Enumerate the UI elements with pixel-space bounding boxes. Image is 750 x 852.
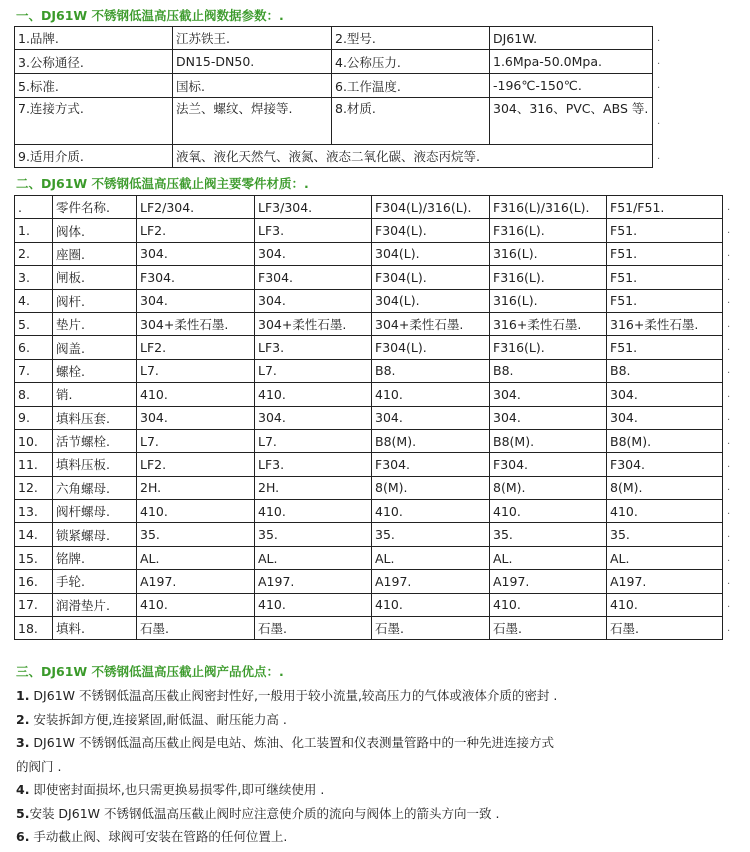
trail-mark: .: [727, 599, 731, 611]
material-cell: A197.: [137, 570, 255, 593]
params-table: [14, 26, 665, 168]
material-cell: 8(M).: [372, 476, 490, 499]
material-cell: L7.: [137, 429, 255, 452]
trail-mark: .: [727, 482, 731, 494]
part-name: 填料压板.: [53, 453, 137, 476]
material-cell: A197.: [607, 570, 723, 593]
part-name: 锁紧螺母.: [53, 523, 137, 546]
part-name: 螺栓.: [53, 359, 137, 382]
advantage-text: DJ61W 不锈钢低温高压截止阀密封性好,一般用于较小流量,较高压力的气体或液体介质的密封 .: [29, 688, 558, 703]
row-number: 2.: [15, 242, 53, 265]
material-cell: B8(M).: [490, 429, 607, 452]
row-number: 3.: [15, 266, 53, 289]
material-cell: 410.: [255, 383, 372, 406]
param-value: -196℃-150℃.: [490, 74, 653, 98]
row-number: 15.: [15, 546, 53, 569]
material-cell: 石墨.: [137, 617, 255, 640]
material-cell: L7.: [137, 359, 255, 382]
material-cell: LF3.: [255, 219, 372, 242]
materials-header-row: [15, 196, 733, 219]
param-value: 江苏铁王.: [173, 27, 332, 50]
table-row: [15, 476, 733, 499]
material-cell: 304+柔性石墨.: [137, 312, 255, 335]
material-cell: A197.: [490, 570, 607, 593]
material-cell: 304(L).: [372, 289, 490, 312]
row-number: 12.: [15, 476, 53, 499]
trail-mark: .: [727, 248, 731, 260]
param-label: 6.工作温度.: [332, 74, 490, 98]
advantage-item: [16, 827, 287, 845]
param-label: 4.公称压力.: [332, 50, 490, 74]
row-number: 5.: [15, 312, 53, 335]
material-cell: 304.: [137, 242, 255, 265]
material-cell: F51.: [607, 289, 723, 312]
part-name: 手轮.: [53, 570, 137, 593]
part-name: 活节螺栓.: [53, 429, 137, 452]
material-cell: AL.: [490, 546, 607, 569]
part-name: 垫片.: [53, 312, 137, 335]
row-number: 9.: [15, 406, 53, 429]
material-cell: F316(L).: [490, 266, 607, 289]
material-cell: F304.: [607, 453, 723, 476]
material-cell: LF3/304.: [255, 196, 372, 219]
params-row: [15, 74, 665, 98]
trail-mark: .: [727, 201, 731, 213]
part-name: 填料压套.: [53, 406, 137, 429]
material-cell: LF2.: [137, 219, 255, 242]
trail-mark: .: [727, 225, 731, 237]
param-value: DJ61W.: [490, 27, 653, 50]
trail-mark: .: [727, 365, 731, 377]
trail-mark: .: [657, 150, 661, 162]
param-label: 8.材质.: [332, 98, 490, 145]
part-name: 阀盖.: [53, 336, 137, 359]
table-row: [15, 429, 733, 452]
table-row: [15, 242, 733, 265]
material-cell: LF2.: [137, 453, 255, 476]
material-cell: 316+柔性石墨.: [607, 312, 723, 335]
material-cell: B8(M).: [607, 429, 723, 452]
material-cell: AL.: [255, 546, 372, 569]
row-number: 17.: [15, 593, 53, 616]
material-cell: B8.: [490, 359, 607, 382]
material-cell: 304.: [607, 406, 723, 429]
param-label: 3.公称通径.: [15, 50, 173, 74]
material-cell: AL.: [607, 546, 723, 569]
table-row: [15, 266, 733, 289]
row-number: 7.: [15, 359, 53, 382]
param-value: DN15-DN50.: [173, 50, 332, 74]
param-value: 304、316、PVC、ABS 等.: [490, 98, 653, 145]
material-cell: 410.: [255, 500, 372, 523]
table-row: [15, 593, 733, 616]
material-cell: F316(L).: [490, 219, 607, 242]
trail-mark: .: [727, 388, 731, 400]
trail-mark: .: [657, 56, 661, 67]
trail-mark: .: [727, 529, 731, 541]
table-row: [15, 289, 733, 312]
material-cell: F51/F51.: [607, 196, 723, 219]
table-row: [15, 523, 733, 546]
param-value: 法兰、螺纹、焊接等.: [173, 98, 332, 145]
material-cell: 410.: [607, 500, 723, 523]
table-row: [15, 336, 733, 359]
material-cell: F304.: [490, 453, 607, 476]
trail-mark: .: [727, 295, 731, 307]
trail-mark: .: [727, 271, 731, 283]
material-cell: F51.: [607, 219, 723, 242]
advantage-text: 安装拆卸方便,连接紧固,耐低温、耐压能力高 .: [29, 711, 287, 727]
material-cell: AL.: [137, 546, 255, 569]
table-row: [15, 617, 733, 640]
material-cell: 304.: [255, 242, 372, 265]
material-cell: 410.: [372, 383, 490, 406]
params-row: [15, 27, 665, 50]
material-cell: F304.: [372, 453, 490, 476]
trail-mark: .: [727, 622, 731, 634]
material-cell: F304.: [137, 266, 255, 289]
material-cell: B8(M).: [372, 429, 490, 452]
material-cell: 304+柔性石墨.: [372, 312, 490, 335]
trail-mark: .: [727, 575, 731, 587]
advantage-number: 1.: [16, 688, 30, 703]
material-cell: F51.: [607, 336, 723, 359]
row-number: 1.: [15, 219, 53, 242]
table-row: [15, 570, 733, 593]
material-cell: 2H.: [137, 476, 255, 499]
part-name: 闸板.: [53, 266, 137, 289]
table-row: [15, 312, 733, 335]
material-cell: 石墨.: [372, 617, 490, 640]
material-cell: F51.: [607, 242, 723, 265]
advantage-item: [16, 686, 557, 704]
table-row: [15, 359, 733, 382]
material-cell: 304.: [255, 406, 372, 429]
material-cell: 410.: [490, 500, 607, 523]
material-cell: 410.: [137, 500, 255, 523]
part-name: 阀杆螺母.: [53, 500, 137, 523]
material-cell: 304.: [137, 289, 255, 312]
material-cell: LF2.: [137, 336, 255, 359]
trail-mark: .: [657, 32, 661, 44]
material-cell: 石墨.: [255, 617, 372, 640]
row-number: 6.: [15, 336, 53, 359]
material-cell: 316(L).: [490, 242, 607, 265]
material-cell: 410.: [137, 593, 255, 616]
material-cell: 石墨.: [490, 617, 607, 640]
material-cell: A197.: [372, 570, 490, 593]
part-name: 润滑垫片.: [53, 593, 137, 616]
material-cell: 304.: [490, 383, 607, 406]
material-cell: 8(M).: [607, 476, 723, 499]
material-cell: 410.: [607, 593, 723, 616]
material-cell: B8.: [372, 359, 490, 382]
table-row: [15, 546, 733, 569]
row-number: 14.: [15, 523, 53, 546]
material-cell: AL.: [372, 546, 490, 569]
material-cell: 35.: [372, 523, 490, 546]
part-name: 六角螺母.: [53, 476, 137, 499]
advantage-number: 3.: [16, 735, 30, 750]
trail-mark: .: [727, 342, 731, 354]
advantages-section-title: 三、DJ61W 不锈钢低温高压截止阀产品优点：.: [16, 664, 284, 679]
advantage-number: 2.: [16, 711, 30, 727]
material-cell: LF3.: [255, 336, 372, 359]
advantage-text: 安装 DJ61W 不锈钢低温高压截止阀时应注意使介质的流向与阀体上的箭头方向一致 .: [29, 805, 500, 821]
trail-mark: .: [727, 505, 731, 517]
material-cell: F304(L).: [372, 336, 490, 359]
material-cell: 304(L).: [372, 242, 490, 265]
material-cell: 304.: [490, 406, 607, 429]
material-cell: 304.: [137, 406, 255, 429]
advantage-item: [16, 757, 61, 775]
material-cell: 304.: [372, 406, 490, 429]
table-row: [15, 406, 733, 429]
part-name: 铭牌.: [53, 546, 137, 569]
params-row: [15, 50, 665, 74]
row-number: 13.: [15, 500, 53, 523]
material-cell: 石墨.: [607, 617, 723, 640]
material-cell: LF2/304.: [137, 196, 255, 219]
material-cell: 8(M).: [490, 476, 607, 499]
row-number: 8.: [15, 383, 53, 406]
material-cell: 410.: [490, 593, 607, 616]
params-row: [15, 145, 665, 168]
trail-mark: .: [657, 115, 661, 127]
material-cell: F304(L)/316(L).: [372, 196, 490, 219]
part-name: 零件名称.: [53, 196, 137, 219]
param-label: 9.适用介质.: [15, 145, 173, 168]
material-cell: 410.: [372, 593, 490, 616]
part-name: 座圈.: [53, 242, 137, 265]
param-label: 7.连接方式.: [15, 98, 173, 145]
advantage-number: 4.: [16, 782, 30, 797]
material-cell: F304(L).: [372, 266, 490, 289]
advantage-item: [16, 780, 324, 798]
material-cell: L7.: [255, 359, 372, 382]
material-cell: 35.: [255, 523, 372, 546]
table-row: [15, 453, 733, 476]
material-cell: 35.: [490, 523, 607, 546]
material-cell: L7.: [255, 429, 372, 452]
materials-section-title: 二、DJ61W 不锈钢低温高压截止阀主要零件材质：.: [16, 176, 309, 191]
trail-mark: .: [727, 412, 731, 424]
material-cell: 35.: [137, 523, 255, 546]
advantage-text: 的阀门 .: [16, 758, 62, 774]
part-name: 阀体.: [53, 219, 137, 242]
material-cell: F304(L).: [372, 219, 490, 242]
row-number: .: [15, 196, 53, 219]
advantage-text: DJ61W 不锈钢低温高压截止阀是电站、炼油、化工装置和仪表测量管路中的一种先进连接方式: [29, 735, 554, 750]
trail-mark: .: [727, 318, 731, 330]
param-label: 2.型号.: [332, 27, 490, 50]
part-name: 阀杆.: [53, 289, 137, 312]
trail-mark: .: [657, 80, 661, 91]
advantage-item: [16, 733, 554, 751]
params-row: [15, 98, 665, 145]
material-cell: 316+柔性石墨.: [490, 312, 607, 335]
row-number: 10.: [15, 429, 53, 452]
advantage-item: [16, 710, 287, 728]
part-name: 填料.: [53, 617, 137, 640]
trail-mark: .: [727, 552, 731, 564]
table-row: [15, 383, 733, 406]
material-cell: B8.: [607, 359, 723, 382]
advantage-item: [16, 804, 499, 822]
material-cell: 304.: [607, 383, 723, 406]
trail-mark: .: [727, 435, 731, 447]
material-cell: F304.: [255, 266, 372, 289]
material-cell: 410.: [137, 383, 255, 406]
part-name: 销.: [53, 383, 137, 406]
material-cell: 304+柔性石墨.: [255, 312, 372, 335]
material-cell: F316(L).: [490, 336, 607, 359]
advantage-text: 手动截止阀、球阀可安装在管路的任何位置上.: [29, 829, 288, 844]
params-section-title: 一、DJ61W 不锈钢低温高压截止阀数据参数：.: [16, 8, 284, 23]
advantage-text: 即使密封面损坏,也只需更换易损零件,即可继续使用 .: [29, 782, 325, 797]
materials-table: [14, 195, 733, 640]
trail-mark: .: [727, 458, 731, 470]
material-cell: F51.: [607, 266, 723, 289]
material-cell: 410.: [372, 500, 490, 523]
material-cell: 316(L).: [490, 289, 607, 312]
material-cell: 2H.: [255, 476, 372, 499]
advantage-number: 6.: [16, 829, 30, 844]
row-number: 18.: [15, 617, 53, 640]
material-cell: 304.: [255, 289, 372, 312]
row-number: 11.: [15, 453, 53, 476]
material-cell: LF3.: [255, 453, 372, 476]
material-cell: F316(L)/316(L).: [490, 196, 607, 219]
param-label: 1.品牌.: [15, 27, 173, 50]
material-cell: 410.: [255, 593, 372, 616]
material-cell: 35.: [607, 523, 723, 546]
param-value: 液氧、液化天然气、液氮、液态二氧化碳、液态丙烷等.: [173, 145, 653, 168]
param-value: 国标.: [173, 74, 332, 98]
table-row: [15, 500, 733, 523]
table-row: [15, 219, 733, 242]
row-number: 4.: [15, 289, 53, 312]
param-label: 5.标准.: [15, 74, 173, 98]
param-value: 1.6Mpa-50.0Mpa.: [490, 50, 653, 74]
material-cell: A197.: [255, 570, 372, 593]
advantage-number: 5.: [16, 805, 30, 821]
row-number: 16.: [15, 570, 53, 593]
